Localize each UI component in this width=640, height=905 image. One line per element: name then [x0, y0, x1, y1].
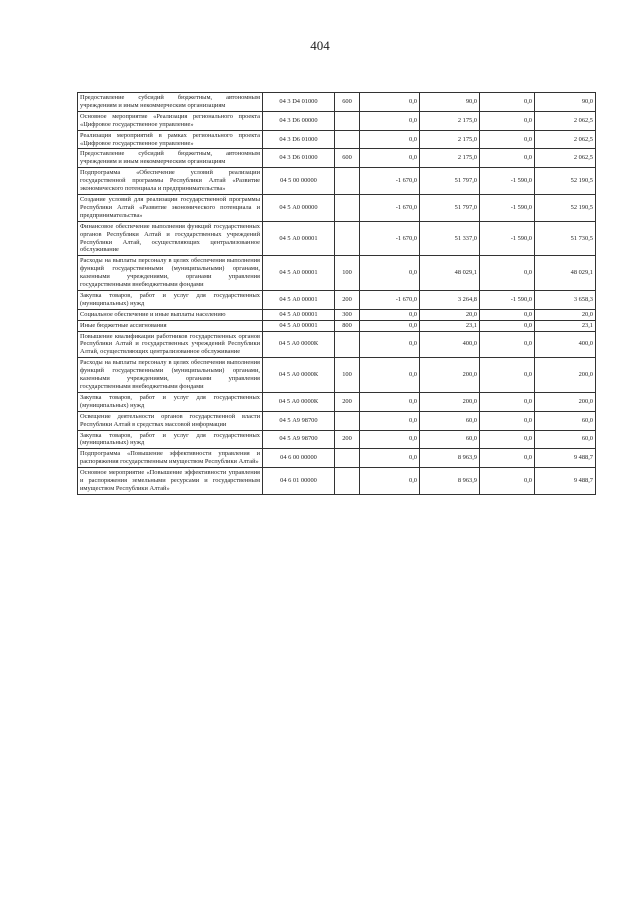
row-code: 04 5 А9 98700	[263, 411, 335, 430]
row-code: 04 3 D6 01000	[263, 149, 335, 168]
table-row	[78, 331, 596, 358]
row-type: 100	[335, 358, 360, 393]
row-code: 04 5 А0 00001	[263, 309, 335, 320]
row-value-4: 20,0	[535, 309, 596, 320]
row-value-2: 90,0	[420, 93, 480, 112]
row-value-2: 23,1	[420, 320, 480, 331]
row-value-1: 0,0	[360, 468, 420, 495]
row-name: Создание условий для реализации государственной программы Республики Алтай «Развитие экономического потенциала и предпринимательства»	[78, 194, 263, 221]
budget-table	[77, 92, 596, 495]
row-value-4: 52 190,5	[535, 194, 596, 221]
row-name: Подпрограмма «Повышение эффективности управления и распоряжения государственным имуществом Республики Алтай»	[78, 449, 263, 468]
table-row	[78, 449, 596, 468]
row-value-3: -1 590,0	[480, 221, 535, 256]
row-type	[335, 221, 360, 256]
row-type: 200	[335, 392, 360, 411]
row-value-2: 2 175,0	[420, 111, 480, 130]
row-value-3: 0,0	[480, 93, 535, 112]
row-value-2: 2 175,0	[420, 130, 480, 149]
row-value-4: 60,0	[535, 430, 596, 449]
row-value-1: 0,0	[360, 149, 420, 168]
row-value-4: 90,0	[535, 93, 596, 112]
table-row	[78, 256, 596, 291]
row-value-3: -1 590,0	[480, 194, 535, 221]
row-code: 04 5 А0 00000	[263, 194, 335, 221]
row-name: Предоставление субсидий бюджетным, автономным учреждениям и иным некоммерческим организациям	[78, 149, 263, 168]
table-row	[78, 168, 596, 195]
row-name: Финансовое обеспечение выполнения функций государственных органов Республики Алтай и государственных учреждений Республики Алтай, осуществляющих централизованное обслуживание	[78, 221, 263, 256]
row-type: 600	[335, 93, 360, 112]
row-value-2: 400,0	[420, 331, 480, 358]
row-name: Расходы на выплаты персоналу в целях обеспечения выполнения функций государственными (муниципальными) органами, казенными учреждениями, органами управления государственными внебюджетными фондами	[78, 358, 263, 393]
row-value-4: 60,0	[535, 411, 596, 430]
row-value-3: 0,0	[480, 392, 535, 411]
row-value-3: 0,0	[480, 309, 535, 320]
row-type: 100	[335, 256, 360, 291]
row-name: Предоставление субсидий бюджетным, автономным учреждениям и иным некоммерческим организациям	[78, 93, 263, 112]
table-row	[78, 430, 596, 449]
row-value-1: 0,0	[360, 256, 420, 291]
row-value-1: 0,0	[360, 130, 420, 149]
row-value-4: 200,0	[535, 392, 596, 411]
row-type	[335, 449, 360, 468]
row-value-4: 51 730,5	[535, 221, 596, 256]
row-name: Закупка товаров, работ и услуг для государственных (муниципальных) нужд	[78, 290, 263, 309]
row-value-2: 2 175,0	[420, 149, 480, 168]
row-name: Закупка товаров, работ и услуг для государственных (муниципальных) нужд	[78, 430, 263, 449]
row-value-4: 2 062,5	[535, 111, 596, 130]
row-value-3: 0,0	[480, 320, 535, 331]
table-row	[78, 194, 596, 221]
row-value-4: 48 029,1	[535, 256, 596, 291]
table-row	[78, 93, 596, 112]
row-name: Расходы на выплаты персоналу в целях обеспечения выполнения функций государственными (муниципальными) органами, казенными учреждениями, органами управления государственными внебюджетными фондами	[78, 256, 263, 291]
table-row	[78, 149, 596, 168]
row-value-3: 0,0	[480, 111, 535, 130]
row-value-4: 9 488,7	[535, 449, 596, 468]
row-code: 04 5 00 00000	[263, 168, 335, 195]
row-value-1: 0,0	[360, 320, 420, 331]
table-row	[78, 290, 596, 309]
row-name: Закупка товаров, работ и услуг для государственных (муниципальных) нужд	[78, 392, 263, 411]
row-name: Основное мероприятие «Реализация регионального проекта «Цифровое государственное управление»	[78, 111, 263, 130]
row-code: 04 5 А0 00001	[263, 320, 335, 331]
row-value-2: 48 029,1	[420, 256, 480, 291]
row-code: 04 5 А0 0000К	[263, 392, 335, 411]
row-value-2: 60,0	[420, 411, 480, 430]
budget-table-body	[78, 93, 596, 495]
row-code: 04 5 А0 0000К	[263, 331, 335, 358]
row-value-1: -1 670,0	[360, 221, 420, 256]
row-type	[335, 194, 360, 221]
table-row	[78, 358, 596, 393]
row-value-4: 9 488,7	[535, 468, 596, 495]
row-value-3: 0,0	[480, 149, 535, 168]
table-row	[78, 309, 596, 320]
row-value-1: 0,0	[360, 449, 420, 468]
row-value-1: 0,0	[360, 111, 420, 130]
row-code: 04 5 А0 00001	[263, 256, 335, 291]
row-name: Освещение деятельности органов государственной власти Республики Алтай в средствах массовой информации	[78, 411, 263, 430]
row-code: 04 3 D4 01000	[263, 93, 335, 112]
row-type: 200	[335, 290, 360, 309]
table-row	[78, 111, 596, 130]
row-type	[335, 130, 360, 149]
row-type: 300	[335, 309, 360, 320]
row-value-2: 200,0	[420, 392, 480, 411]
row-name: Основное мероприятие «Повышение эффективности управления и распоряжения земельными ресурсами и государственным имуществом Республики Алтай»	[78, 468, 263, 495]
row-value-2: 8 963,9	[420, 449, 480, 468]
row-value-1: 0,0	[360, 331, 420, 358]
row-code: 04 5 А0 00001	[263, 290, 335, 309]
table-row	[78, 411, 596, 430]
row-code: 04 5 А0 00001	[263, 221, 335, 256]
row-value-3: 0,0	[480, 256, 535, 291]
table-row	[78, 221, 596, 256]
row-code: 04 3 D6 00000	[263, 111, 335, 130]
row-code: 04 6 00 00000	[263, 449, 335, 468]
row-type: 600	[335, 149, 360, 168]
row-value-2: 51 797,0	[420, 194, 480, 221]
row-type	[335, 331, 360, 358]
row-type	[335, 411, 360, 430]
row-name: Социальное обеспечение и иные выплаты населению	[78, 309, 263, 320]
row-value-2: 51 337,0	[420, 221, 480, 256]
row-value-4: 400,0	[535, 331, 596, 358]
row-value-3: -1 590,0	[480, 290, 535, 309]
row-type	[335, 168, 360, 195]
table-row	[78, 320, 596, 331]
row-type	[335, 111, 360, 130]
row-code: 04 5 А9 98700	[263, 430, 335, 449]
row-value-3: 0,0	[480, 331, 535, 358]
row-value-4: 2 062,5	[535, 130, 596, 149]
row-value-2: 20,0	[420, 309, 480, 320]
row-type: 200	[335, 430, 360, 449]
row-value-2: 51 797,0	[420, 168, 480, 195]
row-value-3: 0,0	[480, 358, 535, 393]
row-name: Реализация мероприятий в рамках регионального проекта «Цифровое государственное управление»	[78, 130, 263, 149]
row-value-2: 3 264,8	[420, 290, 480, 309]
table-row	[78, 392, 596, 411]
row-value-1: -1 670,0	[360, 168, 420, 195]
row-value-1: -1 670,0	[360, 194, 420, 221]
row-value-3: 0,0	[480, 430, 535, 449]
row-code: 04 5 А0 0000К	[263, 358, 335, 393]
row-value-4: 52 190,5	[535, 168, 596, 195]
row-type	[335, 468, 360, 495]
row-value-2: 60,0	[420, 430, 480, 449]
row-value-3: 0,0	[480, 411, 535, 430]
row-type: 800	[335, 320, 360, 331]
row-name: Повышение квалификации работников государственных органов Республики Алтай и государственных учреждений Республики Алтай, осуществляющих централизованное обслуживание	[78, 331, 263, 358]
row-value-4: 23,1	[535, 320, 596, 331]
row-value-1: 0,0	[360, 392, 420, 411]
row-value-4: 3 658,3	[535, 290, 596, 309]
row-name: Подпрограмма «Обеспечение условий реализации государственной программы Республики Алтай «Развитие экономического потенциала и предпринимательства»	[78, 168, 263, 195]
row-code: 04 3 D6 01000	[263, 130, 335, 149]
row-value-1: 0,0	[360, 309, 420, 320]
row-value-1: 0,0	[360, 358, 420, 393]
row-value-3: 0,0	[480, 468, 535, 495]
row-value-1: 0,0	[360, 93, 420, 112]
row-value-3: 0,0	[480, 449, 535, 468]
row-value-3: 0,0	[480, 130, 535, 149]
row-name: Иные бюджетные ассигнования	[78, 320, 263, 331]
row-code: 04 6 01 00000	[263, 468, 335, 495]
row-value-4: 2 062,5	[535, 149, 596, 168]
row-value-1: 0,0	[360, 411, 420, 430]
row-value-2: 8 963,9	[420, 468, 480, 495]
table-row	[78, 130, 596, 149]
row-value-3: -1 590,0	[480, 168, 535, 195]
row-value-1: -1 670,0	[360, 290, 420, 309]
page-number: 404	[310, 38, 330, 53]
table-row	[78, 468, 596, 495]
row-value-1: 0,0	[360, 430, 420, 449]
row-value-2: 200,0	[420, 358, 480, 393]
row-value-4: 200,0	[535, 358, 596, 393]
